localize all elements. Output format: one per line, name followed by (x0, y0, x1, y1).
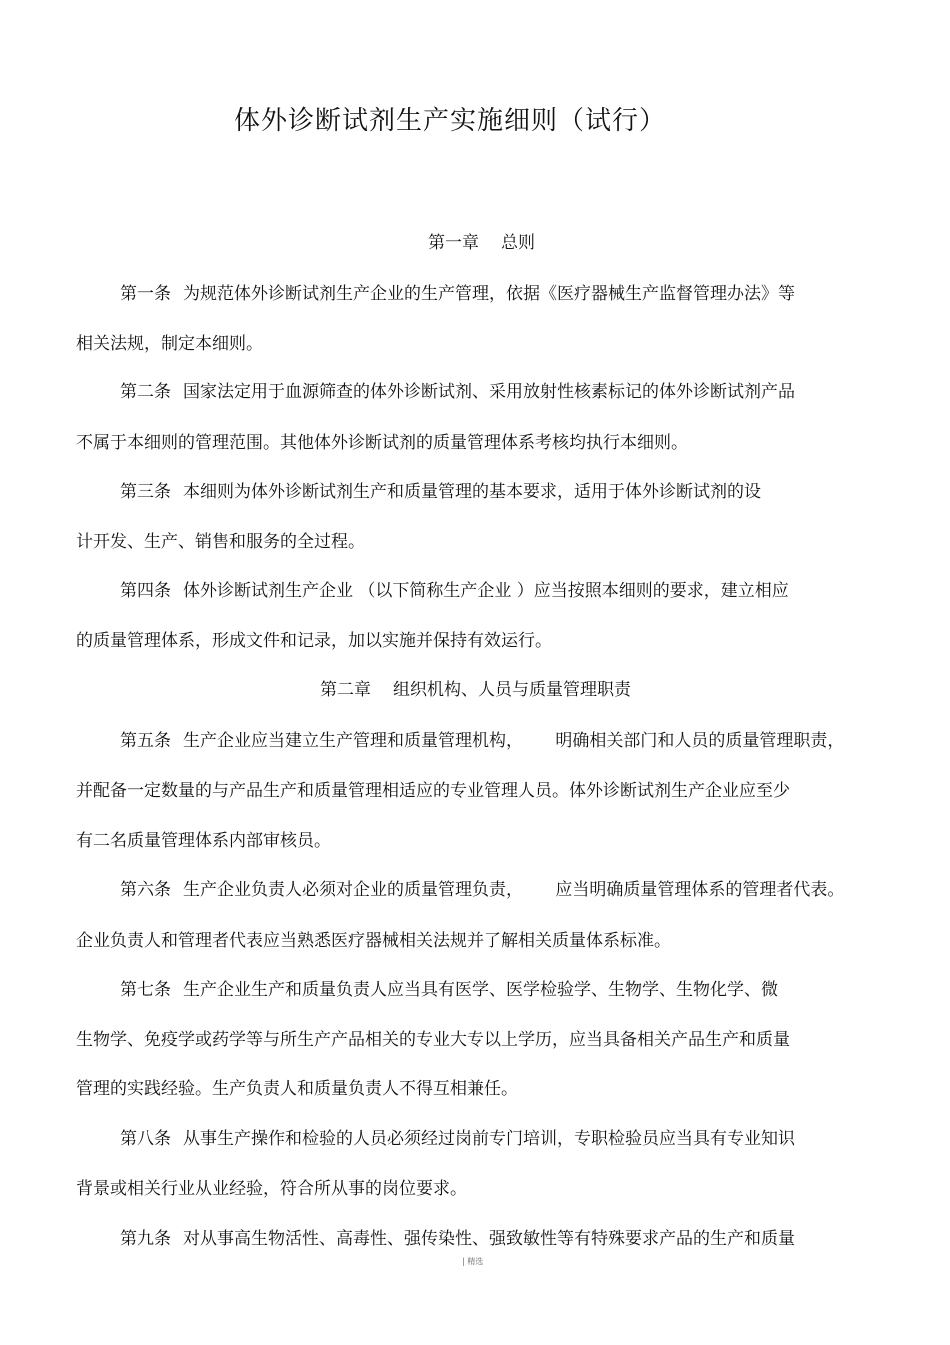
article-1-text-1: 为规范体外诊断试剂生产企业的生产管理，依据《医疗器械生产监督管理办法》等 (183, 284, 795, 304)
article-3-line-1 (120, 481, 761, 503)
article-7-line-1 (120, 979, 778, 1001)
article-1-line-2: 相关法规，制定本细则。 (76, 334, 263, 354)
article-2-line-1 (120, 381, 795, 403)
article-6-text-1: 生产企业负责人必须对企业的质量管理负责， 应当明确质量管理体系的管理者代表。 (183, 880, 845, 900)
article-4-text-1: 体外诊断试剂生产企业 （以下简称生产企业 ）应当按照本细则的要求，建立相应 (183, 581, 789, 601)
chapter-2-heading (320, 679, 631, 701)
article-4-line-1 (120, 580, 789, 602)
article-5-label: 第五条 (120, 731, 171, 751)
article-2-text-1: 国家法定用于血源筛查的体外诊断试剂、采用放射性核素标记的体外诊断试剂产品 (183, 382, 795, 402)
article-9-line-1 (120, 1228, 795, 1250)
article-6-label: 第六条 (120, 880, 171, 900)
page-footer: | 精选 (462, 1257, 484, 1266)
article-2-line-2: 不属于本细则的管理范围。其他体外诊断试剂的质量管理体系考核均执行本细则。 (76, 433, 688, 453)
article-5-text-1: 生产企业应当建立生产管理和质量管理机构， 明确相关部门和人员的质量管理职责， (183, 731, 845, 751)
article-8-text-1: 从事生产操作和检验的人员必须经过岗前专门培训，专职检验员应当具有专业知识 (183, 1129, 795, 1149)
article-7-label: 第七条 (120, 980, 171, 1000)
article-4-line-2: 的质量管理体系，形成文件和记录，加以实施并保持有效运行。 (76, 631, 552, 651)
article-3-text-1: 本细则为体外诊断试剂生产和质量管理的基本要求，适用于体外诊断试剂的设 (183, 482, 761, 502)
chapter-1-name: 总则 (501, 233, 535, 253)
chapter-1-number: 第一章 (428, 233, 479, 253)
article-4-label: 第四条 (120, 581, 171, 601)
article-1-line-1 (120, 283, 795, 305)
article-6-line-1 (120, 879, 844, 901)
article-1-label: 第一条 (120, 284, 171, 304)
article-6-line-2: 企业负责人和管理者代表应当熟悉医疗器械相关法规并了解相关质量体系标准。 (76, 931, 671, 951)
article-7-text-1: 生产企业生产和质量负责人应当具有医学、医学检验学、生物学、生物化学、微 (183, 980, 778, 1000)
article-9-label: 第九条 (120, 1229, 171, 1249)
chapter-2-name: 组织机构、人员与质量管理职责 (393, 680, 631, 700)
article-5-line-1 (120, 730, 844, 752)
article-3-label: 第三条 (120, 482, 171, 502)
article-8-label: 第八条 (120, 1129, 171, 1149)
article-5-line-3: 有二名质量管理体系内部审核员。 (76, 831, 331, 851)
article-5-line-2: 并配备一定数量的与产品生产和质量管理相适应的专业管理人员。体外诊断试剂生产企业应至少 (76, 781, 790, 801)
article-7-line-2: 生物学、免疫学或药学等与所生产产品相关的专业大专以上学历，应当具备相关产品生产和质量 (76, 1030, 790, 1050)
article-8-line-1 (120, 1128, 795, 1150)
document-title: 体外诊断试剂生产实施细则（试行） (233, 106, 666, 136)
article-2-label: 第二条 (120, 382, 171, 402)
chapter-2-number: 第二章 (320, 680, 371, 700)
article-9-text-1: 对从事高生物活性、高毒性、强传染性、强致敏性等有特殊要求产品的生产和质量 (183, 1229, 795, 1249)
article-7-line-3: 管理的实践经验。生产负责人和质量负责人不得互相兼任。 (76, 1079, 518, 1099)
article-8-line-2: 背景或相关行业从业经验，符合所从事的岗位要求。 (76, 1179, 467, 1199)
chapter-1-heading (428, 232, 535, 254)
article-3-line-2: 计开发、生产、销售和服务的全过程。 (76, 532, 365, 552)
